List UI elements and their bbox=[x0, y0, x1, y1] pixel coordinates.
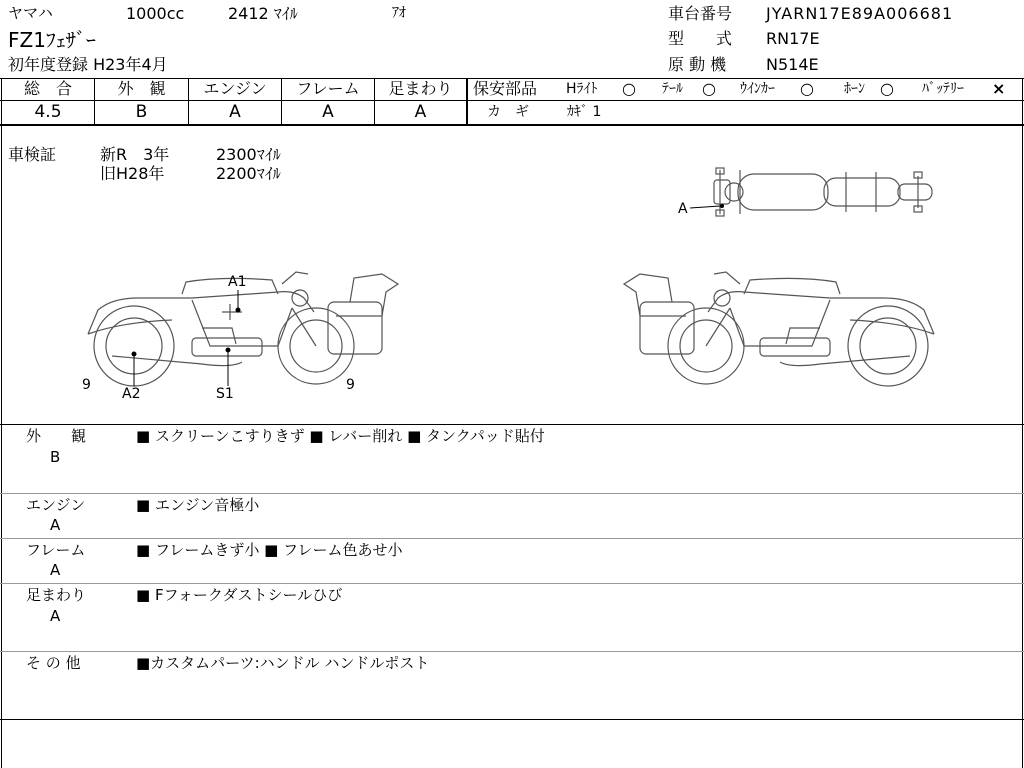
remarks-divider-1 bbox=[0, 493, 1024, 494]
remark-grade-exterior: B bbox=[50, 448, 61, 466]
mark-a1: A1 bbox=[228, 274, 247, 290]
headlight-status-icon: ○ bbox=[622, 79, 636, 98]
inspection-new-label: 新R 3年 bbox=[100, 145, 170, 164]
safety-item-headlight: Hﾗｲﾄ bbox=[566, 81, 598, 97]
remark-label-exterior: 外 観 bbox=[26, 427, 87, 445]
remarks-top-border bbox=[0, 424, 1024, 425]
score-value-engine: A bbox=[229, 102, 241, 122]
maker: ヤマハ bbox=[8, 4, 53, 22]
remark-label-frame: フレーム bbox=[26, 541, 86, 559]
mark-a2: A2 bbox=[122, 386, 141, 402]
remark-grade-frame: A bbox=[50, 561, 61, 579]
mileage: 2412 ﾏｲﾙ bbox=[228, 4, 298, 23]
remark-label-other: そ の 他 bbox=[26, 654, 81, 672]
remarks-divider-4 bbox=[0, 651, 1024, 652]
score-header-engine: エンジン bbox=[203, 79, 267, 98]
marker-line-top-a bbox=[690, 202, 726, 210]
model-type-label: 型 式 bbox=[668, 29, 733, 48]
color: ｱｵ bbox=[392, 5, 406, 21]
safety-item-winker: ｳｲﾝｶｰ bbox=[740, 81, 775, 97]
remark-label-engine: エンジン bbox=[26, 496, 86, 514]
motorcycle-right-side-diagram bbox=[620, 268, 940, 388]
score-value-suspension: A bbox=[414, 102, 427, 122]
remark-text-frame: ■ フレームきず小 ■ フレーム色あせ小 bbox=[136, 541, 403, 559]
winker-status-icon: ○ bbox=[800, 79, 814, 98]
mark-nine-front: 9 bbox=[82, 377, 91, 393]
inspection-label: 車検証 bbox=[8, 145, 57, 164]
horn-status-icon: ○ bbox=[880, 79, 894, 98]
inspection-old-label: 旧H28年 bbox=[100, 164, 165, 183]
engine-model-label: 原 動 機 bbox=[668, 55, 727, 74]
safety-item-tail: ﾃｰﾙ bbox=[662, 81, 683, 97]
remark-text-exterior: ■ スクリーンこすりきず ■ レバー削れ ■ タンクパッド貼付 bbox=[136, 427, 545, 445]
mark-nine-rear: 9 bbox=[346, 377, 355, 393]
remark-text-engine: ■ エンジン音極小 bbox=[136, 496, 260, 514]
key-label: カ ギ bbox=[487, 104, 529, 120]
model-name: FZ1ﾌｪｻﾞｰ bbox=[8, 28, 96, 52]
score-header-suspension: 足まわり bbox=[388, 79, 453, 98]
score-header-frame: フレーム bbox=[296, 79, 360, 98]
score-value-exterior: B bbox=[135, 102, 148, 122]
safety-label: 保安部品 bbox=[473, 79, 538, 98]
model-type: RN17E bbox=[766, 29, 820, 48]
mark-s1: S1 bbox=[216, 386, 234, 402]
score-header-exterior: 外 観 bbox=[117, 79, 166, 98]
score-header-overall: 総 合 bbox=[23, 79, 72, 98]
remark-grade-suspension: A bbox=[50, 607, 61, 625]
remarks-divider-3 bbox=[0, 583, 1024, 584]
inspection-old-value: 2200ﾏｲﾙ bbox=[216, 164, 281, 183]
safety-item-battery: ﾊﾞｯﾃﾘｰ bbox=[922, 81, 964, 97]
sheet-left-border bbox=[1, 78, 2, 768]
safety-item-horn: ﾎｰﾝ bbox=[844, 81, 865, 97]
mark-top-a: A bbox=[678, 201, 688, 217]
safety-mid-border bbox=[468, 100, 1024, 101]
frame-number-label: 車台番号 bbox=[668, 4, 733, 23]
remark-label-suspension: 足まわり bbox=[26, 586, 87, 604]
inspection-new-value: 2300ﾏｲﾙ bbox=[216, 145, 281, 164]
remarks-divider-2 bbox=[0, 538, 1024, 539]
sheet-right-border bbox=[1022, 78, 1023, 768]
battery-status-icon: × bbox=[992, 79, 1006, 98]
engine-model: N514E bbox=[766, 55, 819, 74]
frame-number: JYARN17E89A006681 bbox=[766, 4, 954, 23]
marker-lines-left-side bbox=[120, 288, 250, 388]
displacement: 1000cc bbox=[126, 4, 185, 23]
key-value: ｶｷﾞ 1 bbox=[567, 104, 602, 120]
score-table-bottom-border bbox=[0, 124, 1024, 126]
score-value-overall: 4.5 bbox=[34, 102, 62, 122]
remark-text-other: ■カスタムパーツ:ハンドル ハンドルポスト bbox=[136, 654, 430, 672]
tail-status-icon: ○ bbox=[702, 79, 716, 98]
motorcycle-top-view-diagram bbox=[700, 166, 940, 218]
first-registration: 初年度登録 H23年4月 bbox=[8, 55, 168, 74]
remark-grade-engine: A bbox=[50, 516, 61, 534]
score-value-frame: A bbox=[322, 102, 334, 122]
remark-text-suspension: ■ Fフォークダストシールひび bbox=[136, 586, 343, 604]
remarks-bottom-border bbox=[0, 719, 1024, 720]
score-table-mid-border bbox=[0, 100, 468, 101]
score-col-divider-5 bbox=[466, 78, 468, 124]
